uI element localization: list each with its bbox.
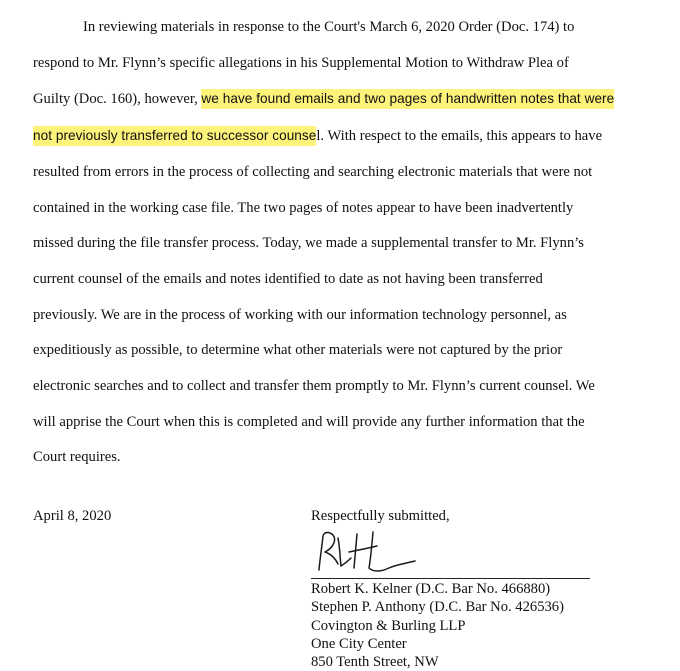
body-paragraph [33,10,645,476]
paragraph-line-10: expeditiously as possible, to determine what other materials were not captured by the prior [33,342,563,359]
paragraph-line-9: previously. We are in the process of working with our information technology personnel, as [33,306,567,323]
signer-name: Robert K. Kelner (D.C. Bar No. 466880) [311,581,551,597]
paragraph-line-3-text: Guilty (Doc. 160), however, [33,91,202,108]
paragraph-line-2: respond to Mr. Flynn’s specific allegations in his Supplemental Motion to Withdraw Plea of [33,54,569,71]
address-line-1: One City Center [311,635,407,652]
paragraph-line-12: will apprise the Court when this is completed and will provide any further information that the [33,413,585,430]
highlighted-text-2: not previously transferred to successor counse [33,126,316,146]
closing-line: Respectfully submitted, [311,508,450,524]
paragraph-line-3 [33,81,645,118]
paragraph-line-11: electronic searches and to collect and transfer them promptly to Mr. Flynn’s current counsel. We [33,378,595,395]
paragraph-line-8: current counsel of the emails and notes identified to date as not having been transferred [33,270,543,287]
paragraph-line-13: Court requires. [33,449,121,466]
signer-address [311,580,564,671]
firm-name: Covington & Burling LLP [311,617,466,634]
address-line-2: 850 Tenth Street, NW [311,654,439,671]
paragraph-line-6: contained in the working case file. The two pages of notes appear to have been inadvertently [33,199,574,216]
paragraph-line-4-text: l. With respect to the emails, this appears to have [316,128,603,145]
paragraph-line-1: In reviewing materials in response to the Court's March 6, 2020 Order (Doc. 174) to [83,19,575,35]
signature-line [311,578,590,579]
highlighted-text-1: we have found emails and two pages of handwritten notes that were [201,89,614,109]
paragraph-line-4 [33,118,645,155]
paragraph-line-5: resulted from errors in the process of collecting and searching electronic materials that were not [33,163,593,180]
signature-block [311,508,611,671]
paragraph-line-7: missed during the file transfer process. Today, we made a supplemental transfer to Mr. Flynn’s [33,235,584,252]
handwritten-signature [311,528,591,580]
document-date: April 8, 2020 [33,508,112,524]
co-signer-name: Stephen P. Anthony (D.C. Bar No. 426536) [311,599,564,616]
